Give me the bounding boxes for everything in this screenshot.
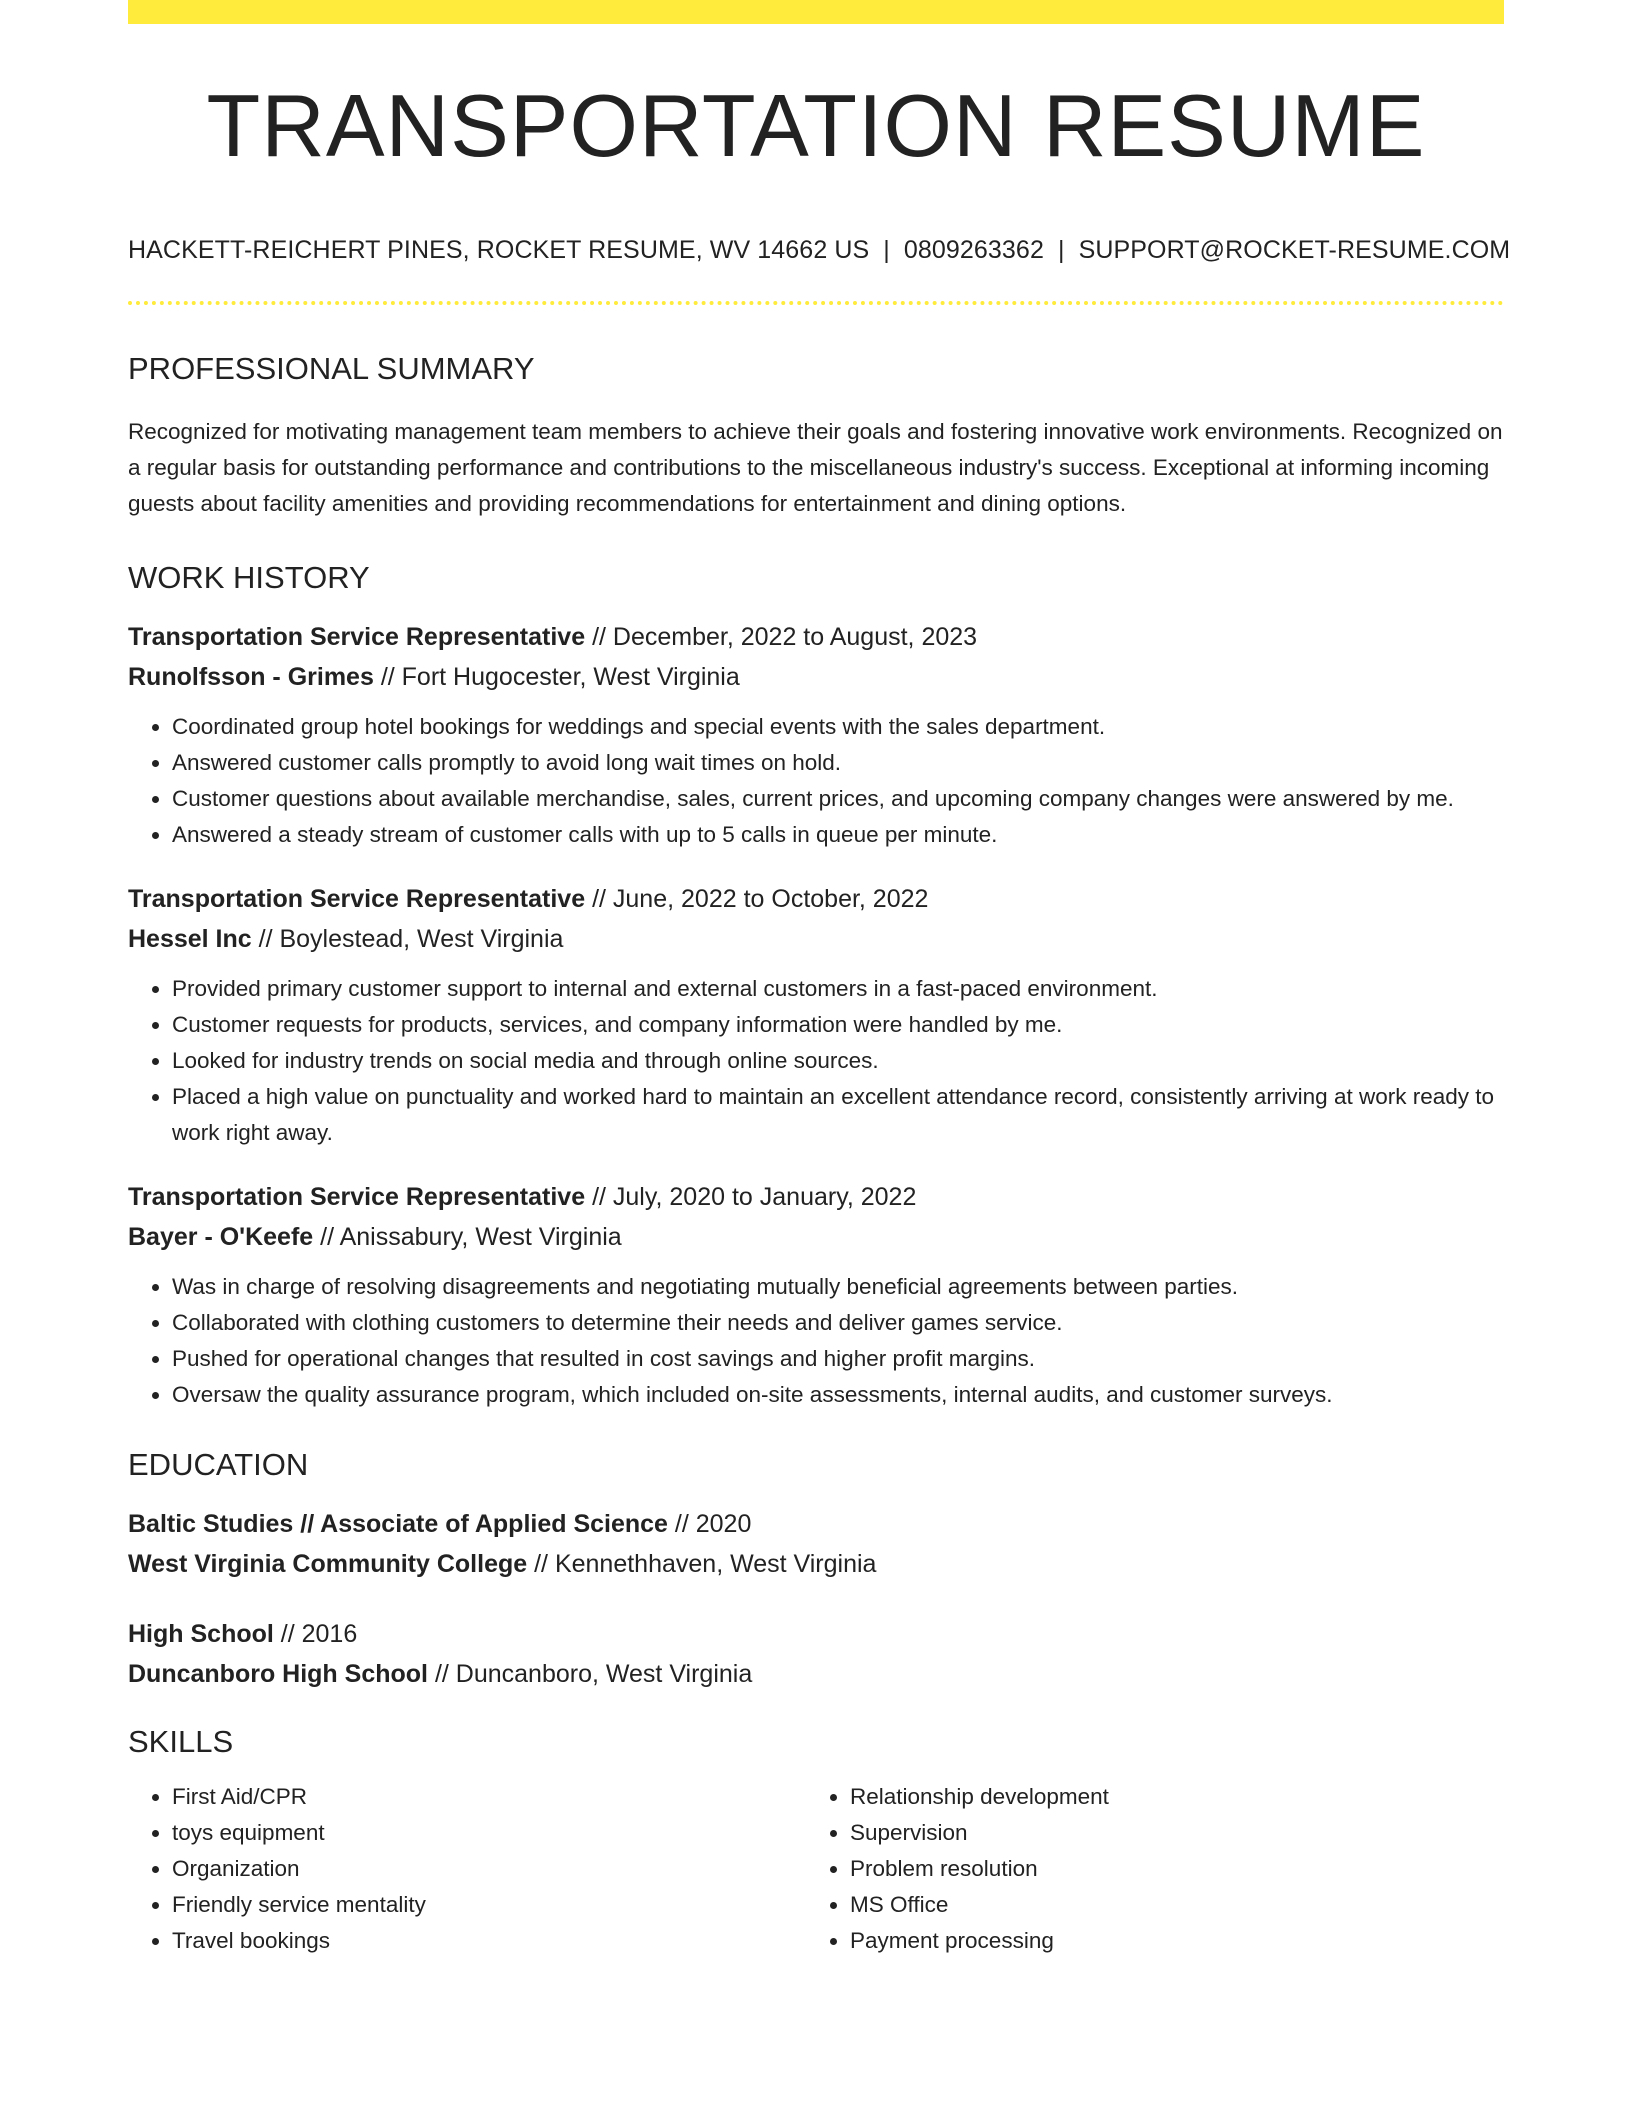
job-entry [128, 617, 1504, 853]
job-company: Hessel Inc [128, 925, 252, 953]
job-bullet: • Answered a steady stream of customer calls with up to 5 calls in queue per minute. [172, 817, 1504, 853]
job-location: // Anissabury, West Virginia [313, 1223, 622, 1251]
job-bullets [128, 971, 1504, 1151]
job-title: Transportation Service Representative [128, 623, 586, 651]
skill-item: • Problem resolution [850, 1851, 1484, 1887]
skill-item: • Friendly service mentality [172, 1887, 806, 1923]
job-title-line [128, 879, 1504, 919]
contact-separator: | [1057, 236, 1065, 264]
job-company-line [128, 1217, 1504, 1257]
contact-phone: 0809263362 [903, 236, 1044, 264]
education-school: West Virginia Community College [128, 1550, 528, 1578]
education-degree: High School [128, 1620, 274, 1648]
skills-list [806, 1779, 1484, 1959]
summary-text: Recognized for motivating management team members to achieve their goals and fostering innovative work environments. Recognized on a regular basis for outstanding performance and contributions to the miscellaneous industry's success. Exceptional at informing incoming guests about facility amenities and providing recommendations for entertainment and dining options. [128, 419, 1503, 516]
education-entry [128, 1614, 1504, 1694]
education-year: // 2016 [273, 1620, 358, 1648]
job-dates: // July, 2020 to January, 2022 [585, 1183, 917, 1211]
skill-item: • Travel bookings [172, 1923, 806, 1959]
dotted-divider [128, 301, 1504, 305]
contact-separator: | [883, 236, 890, 264]
skills-column-right [806, 1779, 1484, 1959]
job-company: Runolfsson - Grimes [128, 663, 374, 691]
job-title: Transportation Service Representative [128, 885, 586, 913]
work-history-heading: WORK HISTORY [128, 560, 370, 595]
skill-item: • Relationship development [850, 1779, 1484, 1815]
job-bullet: • Provided primary customer support to internal and external customers in a fast-paced environment. [172, 971, 1504, 1007]
skills-list [128, 1779, 806, 1959]
skill-item: • Organization [172, 1851, 806, 1887]
job-bullet: • Customer requests for products, services, and company information were handled by me. [172, 1007, 1504, 1043]
education-degree-line [128, 1504, 1504, 1544]
contact-email: SUPPORT@ROCKET-RESUME.COM [1078, 236, 1511, 264]
education-year: // 2020 [667, 1510, 752, 1538]
skills-column-left [128, 1779, 806, 1959]
contact-line [128, 236, 1511, 264]
job-entry [128, 1177, 1504, 1413]
skill-item: • MS Office [850, 1887, 1484, 1923]
job-bullets [128, 1269, 1504, 1413]
job-bullet: • Collaborated with clothing customers to determine their needs and deliver games service. [172, 1305, 1504, 1341]
job-bullet: • Coordinated group hotel bookings for weddings and special events with the sales department. [172, 709, 1504, 745]
job-dates: // December, 2022 to August, 2023 [585, 623, 978, 651]
job-bullet: • Oversaw the quality assurance program, which included on-site assessments, internal audits, and customer surveys. [172, 1377, 1504, 1413]
skill-item: • Supervision [850, 1815, 1484, 1851]
education-heading: EDUCATION [128, 1447, 309, 1482]
job-bullet: • Answered customer calls promptly to avoid long wait times on hold. [172, 745, 1504, 781]
job-company-line [128, 657, 1504, 697]
job-location: // Boylestead, West Virginia [251, 925, 564, 953]
job-entry [128, 879, 1504, 1151]
job-dates: // June, 2022 to October, 2022 [585, 885, 929, 913]
education-school: Duncanboro High School [128, 1660, 428, 1688]
job-bullet: • Customer questions about available merchandise, sales, current prices, and upcoming company changes were answered by me. [172, 781, 1504, 817]
job-title-line [128, 1177, 1504, 1217]
education-degree-line [128, 1614, 1504, 1654]
job-title-line [128, 617, 1504, 657]
skill-item: • toys equipment [172, 1815, 806, 1851]
skills-heading: SKILLS [128, 1724, 234, 1759]
job-bullet: • Pushed for operational changes that resulted in cost savings and higher profit margins. [172, 1341, 1504, 1377]
education-degree: Baltic Studies // Associate of Applied Science [128, 1510, 668, 1538]
resume-title: TRANSPORTATION RESUME [206, 76, 1426, 175]
resume-page [128, 0, 1511, 1959]
job-location: // Fort Hugocester, West Virginia [373, 663, 740, 691]
accent-top-bar [128, 0, 1504, 24]
education-location: // Kennethhaven, West Virginia [527, 1550, 877, 1578]
job-company-line [128, 919, 1504, 959]
job-company: Bayer - O'Keefe [128, 1223, 314, 1251]
job-bullets [128, 709, 1504, 853]
education-school-line [128, 1654, 1504, 1694]
education-entry [128, 1504, 1504, 1584]
contact-address: HACKETT-REICHERT PINES, ROCKET RESUME, WV 14662 US [128, 236, 870, 264]
skill-item: • Payment processing [850, 1923, 1484, 1959]
job-title: Transportation Service Representative [128, 1183, 586, 1211]
skills-grid [128, 1779, 1504, 1959]
job-bullet: • Looked for industry trends on social media and through online sources. [172, 1043, 1504, 1079]
job-bullet: • Placed a high value on punctuality and worked hard to maintain an excellent attendance record, consistently arriving at work ready to work right away. [172, 1079, 1504, 1151]
skill-item: • First Aid/CPR [172, 1779, 806, 1815]
education-location: // Duncanboro, West Virginia [428, 1660, 753, 1688]
education-school-line [128, 1544, 1504, 1584]
job-bullet: • Was in charge of resolving disagreements and negotiating mutually beneficial agreements between parties. [172, 1269, 1504, 1305]
summary-heading: PROFESSIONAL SUMMARY [128, 351, 535, 386]
